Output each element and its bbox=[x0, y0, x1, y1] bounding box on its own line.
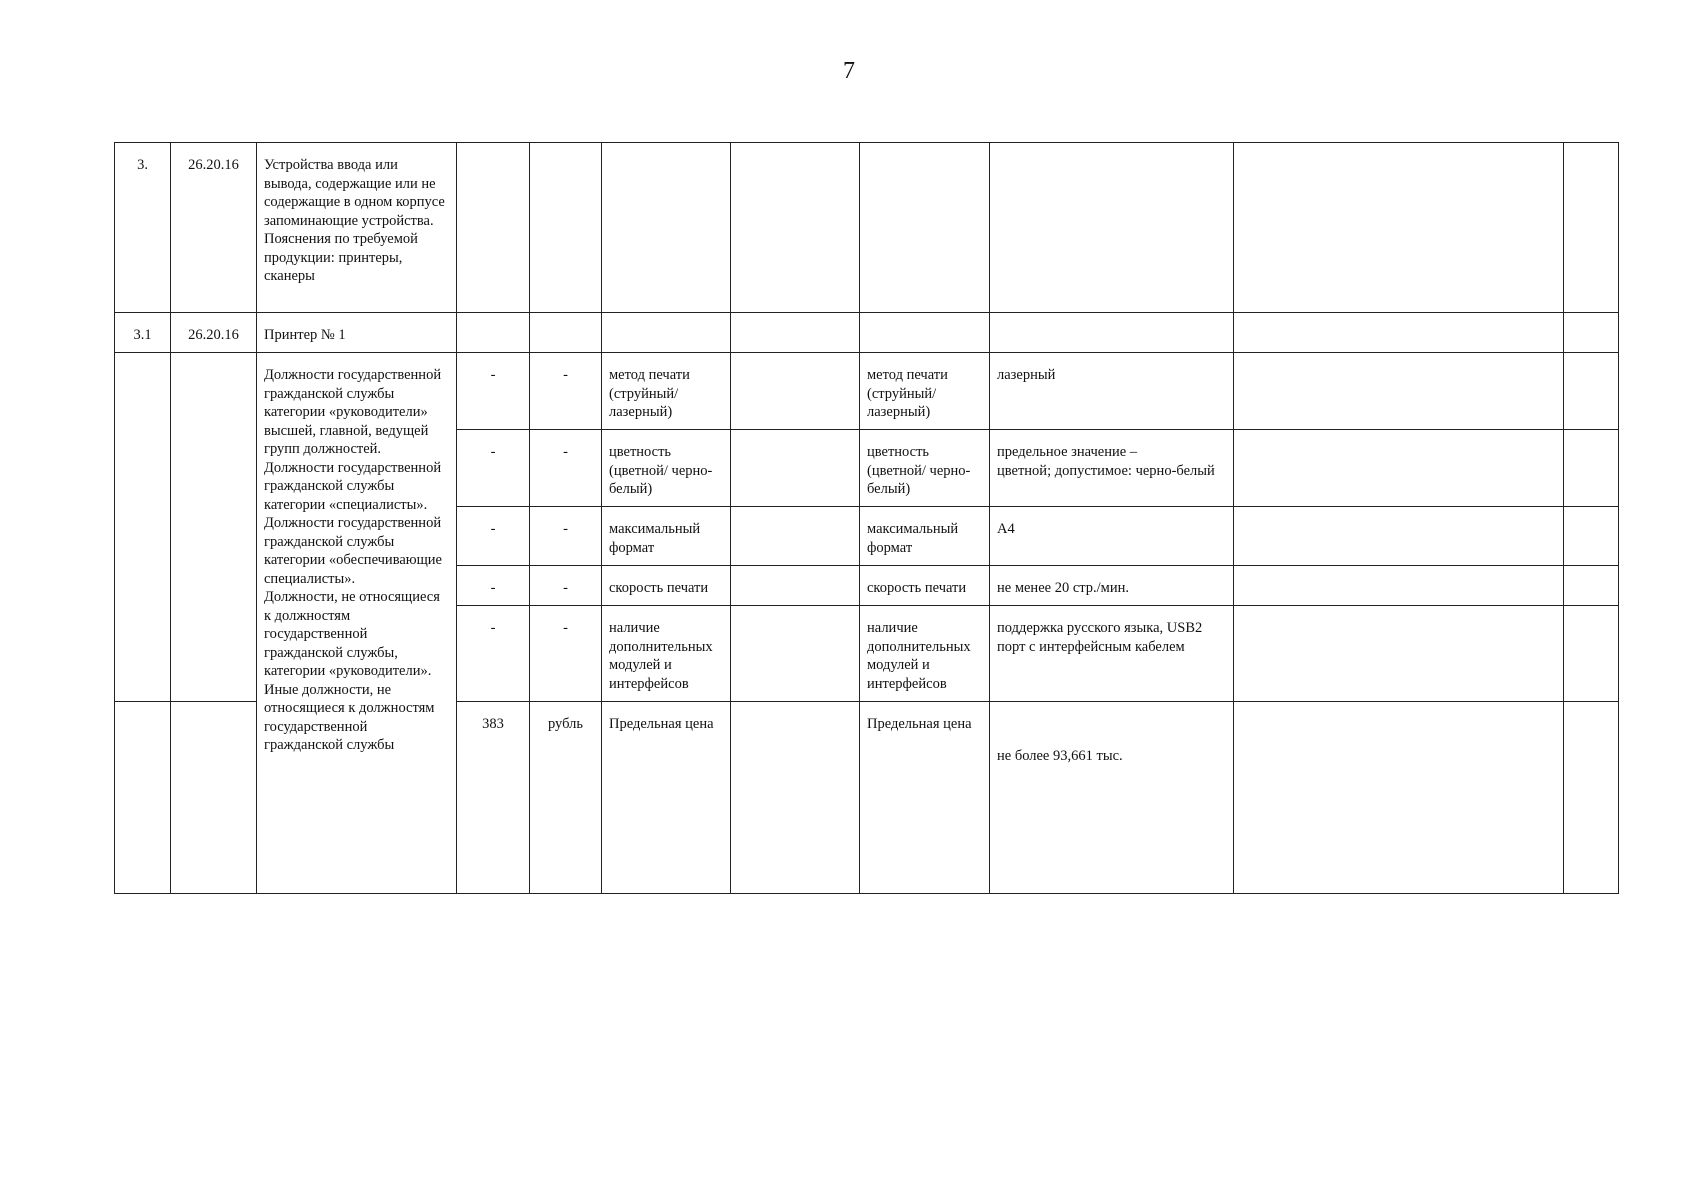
characteristic-value-b bbox=[990, 430, 1234, 507]
empty-cell bbox=[1234, 507, 1564, 566]
okei-code: - bbox=[457, 566, 530, 606]
empty-cell bbox=[731, 313, 860, 353]
okpd-code: 26.20.16 bbox=[171, 143, 257, 313]
empty-cell bbox=[115, 353, 171, 702]
characteristic-value-b-text: предельное значение – цветной; допустимое: черно-белый bbox=[997, 444, 1215, 479]
empty-cell bbox=[1564, 702, 1619, 894]
characteristic-name-b: скорость печати bbox=[860, 566, 990, 606]
page-number: 7 bbox=[843, 58, 855, 84]
empty-cell bbox=[1234, 606, 1564, 702]
characteristic-name-b: метод печати (струйный/ лазерный) bbox=[860, 353, 990, 430]
characteristic-value bbox=[731, 606, 860, 702]
empty-cell bbox=[860, 143, 990, 313]
okei-code: 383 bbox=[457, 702, 530, 894]
okei-code: - bbox=[457, 430, 530, 507]
empty-cell bbox=[1564, 507, 1619, 566]
characteristic-value-b-text: А4 bbox=[997, 521, 1015, 537]
empty-cell bbox=[1234, 353, 1564, 430]
unit-name: рубль bbox=[530, 702, 602, 894]
unit-name: - bbox=[530, 430, 602, 507]
characteristic-name-b: цветность (цветной/ черно-белый) bbox=[860, 430, 990, 507]
okei-code: - bbox=[457, 606, 530, 702]
empty-cell bbox=[457, 313, 530, 353]
unit-name: - bbox=[530, 507, 602, 566]
empty-cell bbox=[1234, 313, 1564, 353]
empty-cell bbox=[990, 313, 1234, 353]
empty-cell bbox=[171, 702, 257, 894]
characteristic-value-b bbox=[990, 702, 1234, 894]
empty-cell bbox=[1564, 430, 1619, 507]
characteristic-value bbox=[731, 702, 860, 894]
okei-code: - bbox=[457, 353, 530, 430]
empty-cell bbox=[602, 313, 731, 353]
empty-cell bbox=[1234, 430, 1564, 507]
characteristic-name: метод печати (струйный/ лазерный) bbox=[602, 353, 731, 430]
characteristic-name: скорость печати bbox=[602, 566, 731, 606]
empty-cell bbox=[731, 143, 860, 313]
empty-cell bbox=[1234, 566, 1564, 606]
positions-text: Должности государственной гражданской службы категории «руководители» высшей, главной, ведущей групп должностей. Должности государственной гражданской службы категории «специалисты». Должности государственной гражданской службы категории «обеспечивающие специалисты». Должности, не относящиеся к должностям государственной гражданской службы, категории «руководители». Иные должности, не относящиеся к должностям государственной гражданской службы bbox=[264, 367, 442, 753]
table-row bbox=[115, 143, 1619, 313]
characteristic-value-b-text: не более 93,661 тыс. bbox=[997, 748, 1123, 764]
empty-cell bbox=[171, 353, 257, 702]
characteristic-name-b: Предельная цена bbox=[860, 702, 990, 894]
characteristic-value-b bbox=[990, 566, 1234, 606]
row-number: 3.1 bbox=[115, 313, 171, 353]
characteristic-value-b-text: поддержка русского языка, USB2 порт с интерфейсным кабелем bbox=[997, 620, 1203, 655]
empty-cell bbox=[1564, 566, 1619, 606]
characteristic-name: максимальный формат bbox=[602, 507, 731, 566]
empty-cell bbox=[990, 143, 1234, 313]
table-row bbox=[115, 353, 1619, 430]
okei-code: - bbox=[457, 507, 530, 566]
row-number: 3. bbox=[115, 143, 171, 313]
characteristic-name-b: максимальный формат bbox=[860, 507, 990, 566]
empty-cell bbox=[1234, 143, 1564, 313]
characteristic-value-b bbox=[990, 606, 1234, 702]
characteristic-value bbox=[731, 566, 860, 606]
empty-cell bbox=[1564, 143, 1619, 313]
characteristic-value bbox=[731, 353, 860, 430]
empty-cell bbox=[1564, 606, 1619, 702]
empty-cell bbox=[1564, 353, 1619, 430]
empty-cell bbox=[1564, 313, 1619, 353]
characteristic-value-b bbox=[990, 353, 1234, 430]
empty-cell bbox=[457, 143, 530, 313]
characteristic-value bbox=[731, 430, 860, 507]
empty-cell bbox=[530, 143, 602, 313]
characteristic-value-b bbox=[990, 507, 1234, 566]
empty-cell bbox=[115, 702, 171, 894]
positions-cell bbox=[257, 353, 457, 894]
okpd-code: 26.20.16 bbox=[171, 313, 257, 353]
empty-cell bbox=[1234, 702, 1564, 894]
table-row bbox=[115, 313, 1619, 353]
unit-name: - bbox=[530, 606, 602, 702]
item-name-text: Устройства ввода или вывода, содержащие или не содержащие в одном корпусе запоминающие устройства. Пояснения по требуемой продукции: принтеры, сканеры bbox=[264, 157, 445, 284]
empty-cell bbox=[602, 143, 731, 313]
characteristic-value-b-text: лазерный bbox=[997, 367, 1056, 383]
characteristic-name: Предельная цена bbox=[602, 702, 731, 894]
item-name bbox=[257, 143, 457, 313]
requirements-table bbox=[114, 142, 1619, 894]
empty-cell bbox=[860, 313, 990, 353]
unit-name: - bbox=[530, 566, 602, 606]
characteristic-name: цветность (цветной/ черно-белый) bbox=[602, 430, 731, 507]
item-name: Принтер № 1 bbox=[257, 313, 457, 353]
empty-cell bbox=[530, 313, 602, 353]
characteristic-value bbox=[731, 507, 860, 566]
characteristic-name-b: наличие дополнительных модулей и интерфейсов bbox=[860, 606, 990, 702]
unit-name: - bbox=[530, 353, 602, 430]
characteristic-value-b-text: не менее 20 стр./мин. bbox=[997, 580, 1129, 596]
characteristic-name: наличие дополнительных модулей и интерфейсов bbox=[602, 606, 731, 702]
